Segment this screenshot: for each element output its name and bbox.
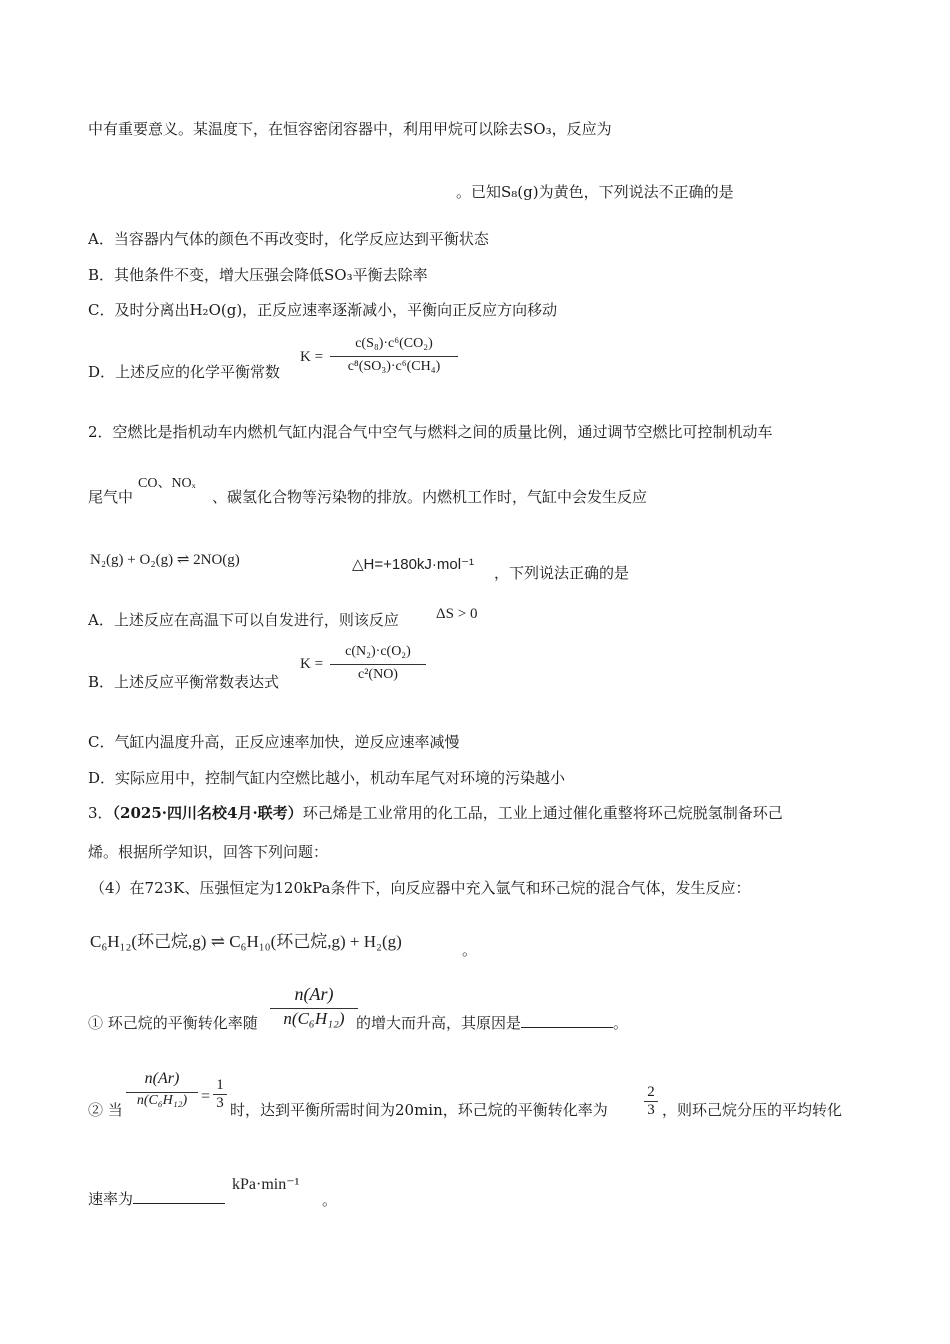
question-number: 3． xyxy=(88,804,113,822)
frac-numerator: n(Ar) xyxy=(144,1070,180,1087)
text-line: 的增大而升高，其原因是 。 xyxy=(356,1014,629,1032)
ratio-fraction xyxy=(126,1070,198,1109)
conversion-fraction xyxy=(644,1084,658,1119)
option-1b: B．其他条件不变，增大压强会降低SO₃平衡去除率 xyxy=(88,266,428,284)
text-line: 。 xyxy=(322,1191,338,1209)
answer-blank-2[interactable] xyxy=(133,1189,225,1204)
frac-numerator: n(Ar) xyxy=(294,984,334,1004)
equilibrium-constant-1 xyxy=(330,336,458,375)
numerator: 1 xyxy=(216,1077,224,1093)
reaction-equation-2: N₂(g) + O₂(g) ⇌ 2NO(g) xyxy=(90,552,240,568)
k1-numerator: c(S₈)·c⁶(CO₂) xyxy=(355,336,433,351)
one-third xyxy=(213,1077,227,1112)
pollutants-formula: CO、NOₓ xyxy=(138,476,196,491)
denominator: 3 xyxy=(213,1094,227,1112)
answer-blank-1[interactable] xyxy=(521,1013,613,1028)
k-label: K = xyxy=(300,656,324,672)
question-2: 2．空燃比是指机动车内燃机气缸内混合气中空气与燃料之间的质量比例，通过调节空燃比可控制机动车 xyxy=(88,423,773,441)
sub-question-2: ② 当 xyxy=(88,1101,123,1119)
sub-question-2-cont: 速率为 xyxy=(88,1189,225,1209)
frac-denominator: n(C₆H₁₂) xyxy=(270,1008,358,1029)
equals-sign: = xyxy=(201,1088,211,1105)
text-line: 时，达到平衡所需时间为20min，环己烷的平衡转化率为 xyxy=(230,1101,608,1119)
k-label: K = xyxy=(300,349,324,365)
ratio-fraction xyxy=(270,984,358,1029)
rate-unit: kPa·min⁻¹ xyxy=(232,1176,300,1193)
option-2a: A．上述反应在高温下可以自发进行，则该反应 xyxy=(88,611,399,629)
text-line: （4）在723K、压强恒定为120kPa条件下，向反应器中充入氩气和环己烷的混合气体，发生反应： xyxy=(90,879,751,897)
option-2c: C．气缸内温度升高，正反应速率加快，逆反应速率减慢 xyxy=(88,733,460,751)
option-1c: C．及时分离出H₂O(g)，正反应速率逐渐减小，平衡向正反应方向移动 xyxy=(88,301,558,319)
text-line: 中有重要意义。某温度下，在恒容密闭容器中，利用甲烷可以除去SO₃，反应为 xyxy=(88,120,612,138)
option-1a: A．当容器内气体的颜色不再改变时，化学反应达到平衡状态 xyxy=(88,230,489,248)
k2-denominator: c²(NO) xyxy=(330,664,426,683)
entropy-formula: ΔS > 0 xyxy=(436,606,478,622)
numerator: 2 xyxy=(647,1084,655,1100)
text-line: 。已知S₈(g)为黄色，下列说法不正确的是 xyxy=(456,183,734,201)
source-tag: （2025·四川名校4月·联考） xyxy=(112,804,303,822)
text-line: 、碳氢化合物等污染物的排放。内燃机工作时，气缸中会发生反应 xyxy=(212,488,648,506)
question-3 xyxy=(88,803,783,823)
k2-numerator: c(N₂)·c(O₂) xyxy=(345,644,411,659)
frac-denominator: n(C₆H₁₂) xyxy=(126,1092,198,1109)
question-text: 环己烯是工业常用的化工品，工业上通过催化重整将环己烷脱氢制备环己 xyxy=(302,804,783,822)
sub-question-1: ① 环己烷的平衡转化率随 xyxy=(88,1014,258,1032)
denominator: 3 xyxy=(644,1101,658,1119)
text-line: ，则环己烷分压的平均转化 xyxy=(662,1101,843,1119)
text-line: 尾气中 xyxy=(88,488,134,506)
enthalpy-change: △H=+180kJ·mol⁻¹ xyxy=(352,556,474,573)
option-1d: D．上述反应的化学平衡常数 xyxy=(88,363,281,381)
option-2d: D．实际应用中，控制气缸内空燃比越小，机动车尾气对环境的污染越小 xyxy=(88,769,566,787)
text-line: ，下列说法正确的是 xyxy=(494,564,630,582)
k1-denominator: c⁸(SO₃)·c⁶(CH₄) xyxy=(330,356,458,375)
equilibrium-constant-2 xyxy=(330,644,426,683)
option-2b: B．上述反应平衡常数表达式 xyxy=(88,673,280,691)
text-line: 烯。根据所学知识，回答下列问题： xyxy=(88,843,329,861)
reaction-equation-3: C₆H₁₂(环己烷,g) ⇌ C₆H₁₀(环己烷,g) + H₂(g) xyxy=(90,932,402,951)
text-line: 。 xyxy=(462,941,478,959)
